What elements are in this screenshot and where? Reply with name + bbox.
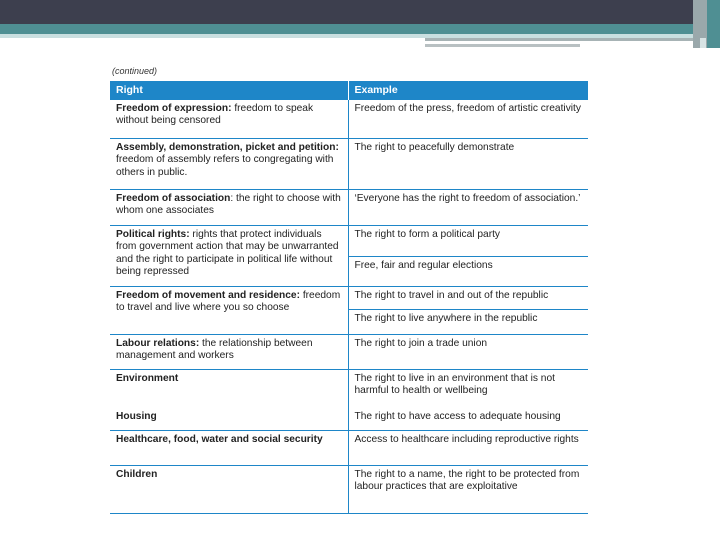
right-description: freedom of assembly refers to congregating with others in public. [116,154,334,178]
right-title: Healthcare, food, water and social security [116,433,323,445]
right-title: Assembly, demonstration, picket and petition: [116,141,339,153]
example-cell: Freedom of the press, freedom of artistic creativity [348,100,588,139]
table-row [110,465,588,513]
right-title: Environment [116,372,179,384]
table-header-row [110,81,588,100]
example-cell: Access to healthcare including reproductive rights [348,430,588,465]
corner-block [700,38,706,48]
right-title: Freedom of movement and residence: [116,289,300,301]
table-row [110,334,588,369]
table-row [110,286,588,309]
header-bar-dark [0,0,720,24]
right-cell [110,189,348,225]
right-description: rights that protect individuals from government action that may be unwarranted and the right to participate in political life without being repressed [116,228,339,277]
right-description: : the right to choose with whom one associates [116,192,341,216]
header-right: Right [110,81,348,100]
right-description: freedom to speak without being censored [116,102,314,126]
right-title: Housing [116,410,157,422]
right-cell [110,408,348,431]
example-cell: The right to have access to adequate housing [348,408,588,431]
right-cell [110,430,348,465]
table-row [110,189,588,225]
right-cell [110,100,348,139]
rights-table [110,81,588,514]
table-row [110,225,588,256]
right-cell [110,225,348,286]
example-cell: The right to a name, the right to be protected from labour practices that are exploitative [348,465,588,513]
example-cell: The right to travel in and out of the republic [348,286,588,309]
example-cell: ‘Everyone has the right to freedom of association.’ [348,189,588,225]
table-row [110,408,588,431]
example-cell: The right to live in an environment that is not harmful to health or wellbeing [348,369,588,408]
header-accent-line [425,38,695,41]
right-cell [110,138,348,189]
example-cell: The right to join a trade union [348,334,588,369]
right-title: Freedom of expression: [116,102,232,114]
right-title: Labour relations: [116,337,200,349]
example-cell: Free, fair and regular elections [348,256,588,286]
right-cell [110,286,348,334]
table-row [110,430,588,465]
right-cell [110,369,348,408]
example-cell: The right to form a political party [348,225,588,256]
table-row [110,100,588,139]
table-row [110,138,588,189]
right-cell [110,465,348,513]
header-bar-teal [0,24,720,34]
right-title: Children [116,468,158,480]
right-title: Freedom of association [116,192,231,204]
example-cell: The right to live anywhere in the republic [348,309,588,334]
right-title: Political rights: [116,228,190,240]
right-cell [110,334,348,369]
header-accent-line [425,44,580,47]
right-description: the relationship between management and workers [116,337,313,361]
right-description: freedom to travel and live where you so choose [116,289,341,313]
continued-label: (continued) [112,66,158,76]
corner-block [707,0,720,48]
example-cell: The right to peacefully demonstrate [348,138,588,189]
header-example: Example [348,81,588,100]
table-row [110,369,588,408]
